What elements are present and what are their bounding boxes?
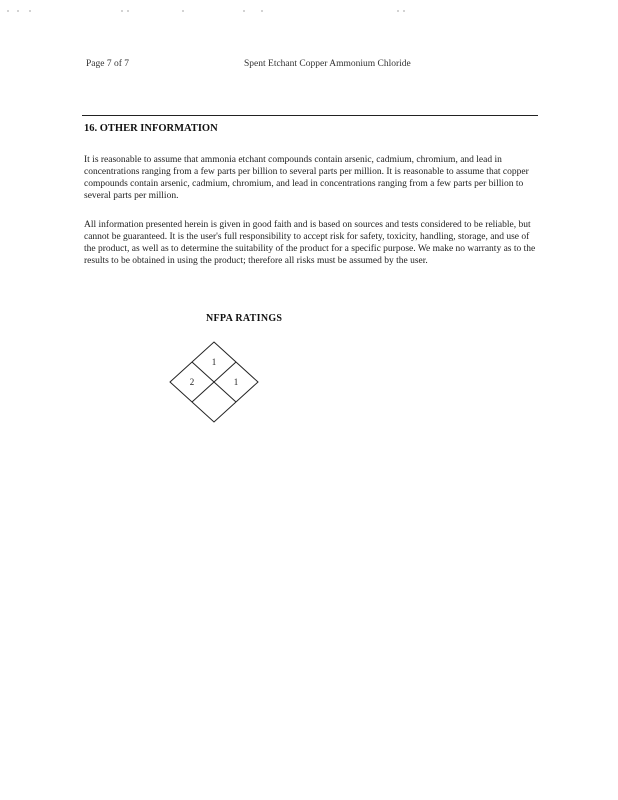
paragraph-contaminants: It is reasonable to assume that ammonia etchant compounds contain arsenic, cadmium, chromium, and lead in concentrations ranging from a few parts per billion to several parts per million. It is reasonable to assume that copper compounds contain arsenic, cadmium, chromium, and lead in concentrations ranging from a few parts per billion to several parts per million. — [84, 155, 529, 201]
paragraph-disclaimer: All information presented herein is given in good faith and is based on sources and tests considered to be reliable, but cannot be guaranteed. It is the user's full responsibility to accept risk for safety, toxicity, handling, storage, and use of the product, as well as to determine the suitability of the product for a specific purpose. We make no warranty as to the results to be obtained in using the product; therefore all risks must be assumed by the user. — [84, 220, 536, 266]
nfpa-flammability-value: 1 — [211, 357, 217, 367]
document-title: Spent Etchant Copper Ammonium Chloride — [244, 59, 411, 69]
nfpa-health-value: 2 — [189, 377, 195, 387]
nfpa-reactivity-value: 1 — [233, 377, 239, 387]
nfpa-ratings-title: NFPA RATINGS — [206, 313, 283, 324]
page-number-label: Page 7 of 7 — [86, 59, 130, 69]
nfpa-diamond — [168, 340, 264, 426]
section-heading: 16. OTHER INFORMATION — [84, 123, 218, 134]
section-divider — [82, 115, 538, 116]
scan-artifact-dots — [0, 8, 618, 14]
